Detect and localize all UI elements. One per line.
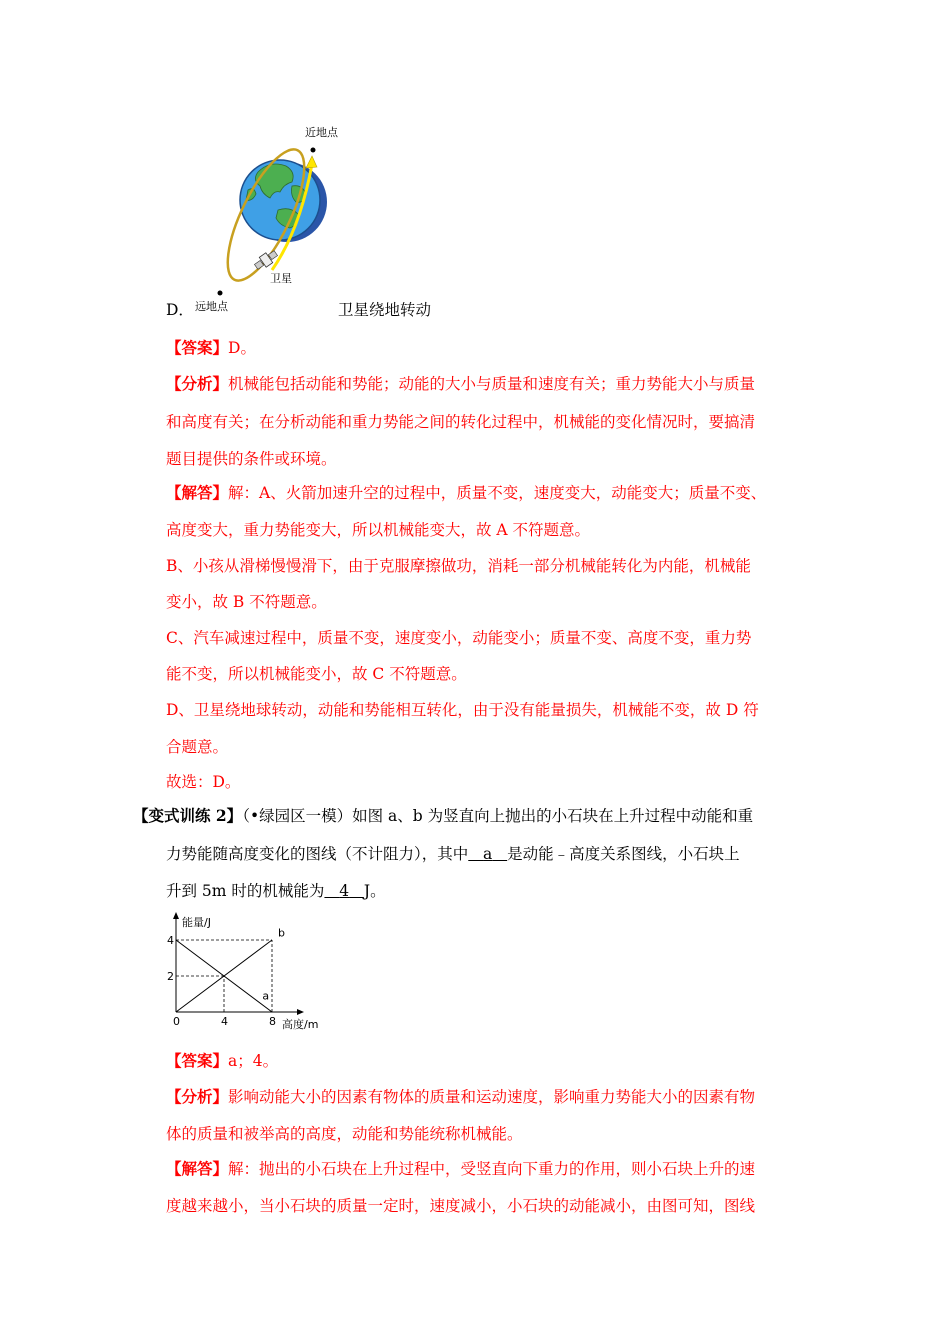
series-label-a: a xyxy=(262,989,270,1003)
label-perigee: 近地点 xyxy=(305,126,338,139)
energy-height-chart xyxy=(160,910,340,1035)
q2-line2-pre: 力势能随高度变化的图线（不计阻力），其中 xyxy=(166,845,469,863)
x-axis-arrow-icon xyxy=(297,1009,304,1015)
series-label-b: b xyxy=(278,926,285,940)
x-tick-0: 0 xyxy=(173,1015,180,1028)
perigee-dot xyxy=(311,148,316,153)
q2-solution-tag: 【解答】 xyxy=(166,1159,229,1178)
q1-solution-first: 解：A、火箭加速升空的过程中，质量不变，速度变大，动能变大；质量不变、 xyxy=(228,484,767,502)
q1-solution-line-8: 故选：D。 xyxy=(166,773,241,791)
q1-analysis-text-0: 机械能包括动能和势能；动能的大小与质量和速度有关；重力势能大小与质量 xyxy=(228,375,756,393)
q1-solution-line-7: 合题意。 xyxy=(166,738,229,756)
q1-answer-tag: 【答案】 xyxy=(166,338,229,357)
q2-solution-line-1: 度越来越小，当小石块的质量一定时，速度减小，小石块的动能减小，由图可知，图线 xyxy=(166,1197,756,1215)
q2-blank-1-value: a xyxy=(483,845,493,863)
q2-answer xyxy=(166,1051,278,1071)
q2-blank-2-value: 4 xyxy=(339,882,350,900)
earth-orbit-figure xyxy=(195,120,360,313)
x-axis-label: 高度/m xyxy=(282,1018,319,1031)
q1-solution-tag: 【解答】 xyxy=(166,483,229,502)
energy-chart-svg xyxy=(160,910,340,1035)
label-satellite: 卫星 xyxy=(270,272,292,285)
q1-analysis-line-2: 题目提供的条件或环境。 xyxy=(166,450,337,468)
x-tick-8: 8 xyxy=(269,1015,276,1028)
y-tick-4: 4 xyxy=(167,934,174,947)
q1-solution-line-0 xyxy=(166,483,766,503)
q2-answer-tag: 【答案】 xyxy=(166,1051,229,1070)
q1-solution-line-3: 变小，故 B 不符题意。 xyxy=(166,593,327,611)
q2-analysis-line-0 xyxy=(166,1087,755,1107)
q2-line-2 xyxy=(166,844,740,864)
q2-analysis-tag: 【分析】 xyxy=(166,1087,229,1106)
q2-solution-line-0 xyxy=(166,1159,755,1179)
q2-solution-first: 解：抛出的小石块在上升过程中，受竖直向下重力的作用，则小石块上升的速 xyxy=(228,1160,756,1178)
q1-analysis-line-0 xyxy=(166,374,755,394)
option-d-caption: 卫星绕地转动 xyxy=(338,301,432,319)
satellite-icon xyxy=(253,248,280,272)
y-tick-2: 2 xyxy=(167,970,174,983)
q2-analysis-text-0: 影响动能大小的因素有物体的质量和运动速度，影响重力势能大小的因素有物 xyxy=(228,1088,756,1106)
q2-line3-pre: 升到 5m 时的机械能为 xyxy=(166,882,325,900)
q2-line-3 xyxy=(166,881,386,901)
q1-answer xyxy=(166,338,256,358)
q1-solution-line-1: 高度变大，重力势能变大，所以机械能变大，故 A 不符题意。 xyxy=(166,521,591,539)
q2-analysis-line-1: 体的质量和被举高的高度，动能和势能统称机械能。 xyxy=(166,1125,523,1143)
q2-line2-post: 是动能﹣高度关系图线，小石块上 xyxy=(507,845,740,863)
option-d-letter: D． xyxy=(166,301,194,319)
q2-line-1 xyxy=(133,806,753,826)
q2-tag: 【变式训练 2】 xyxy=(133,806,243,825)
x-tick-4: 4 xyxy=(221,1015,228,1028)
q1-solution-line-4: C、汽车减速过程中，质量不变，速度变小，动能变小；质量不变、高度不变，重力势 xyxy=(166,629,752,647)
q2-line3-post: J。 xyxy=(363,882,386,900)
q1-solution-line-5: 能不变，所以机械能变小，故 C 不符题意。 xyxy=(166,665,467,683)
q2-answer-text: a；4。 xyxy=(228,1052,279,1070)
q1-analysis-line-1: 和高度有关；在分析动能和重力势能之间的转化过程中，机械能的变化情况时，要搞清 xyxy=(166,413,756,431)
q2-blank-2 xyxy=(324,882,363,900)
apogee-dot xyxy=(218,291,223,296)
q2-blank-1 xyxy=(468,845,507,863)
q1-solution-line-6: D、卫星绕地球转动，动能和势能相互转化，由于没有能量损失，机械能不变，故 D 符 xyxy=(166,701,759,719)
q1-solution-line-2: B、小孩从滑梯慢慢滑下，由于克服摩擦做功，消耗一部分机械能转化为内能，机械能 xyxy=(166,557,751,575)
y-axis-label: 能量/J xyxy=(182,916,211,929)
label-apogee: 远地点 xyxy=(195,300,228,313)
q1-analysis-tag: 【分析】 xyxy=(166,374,229,393)
q1-answer-text: D。 xyxy=(228,339,256,357)
y-axis-arrow-icon xyxy=(173,912,179,919)
arrow-head-icon xyxy=(306,156,317,168)
q2-line1-text: （•绿园区一模）如图 a、b 为竖直向上抛出的小石块在上升过程中动能和重 xyxy=(242,807,754,825)
